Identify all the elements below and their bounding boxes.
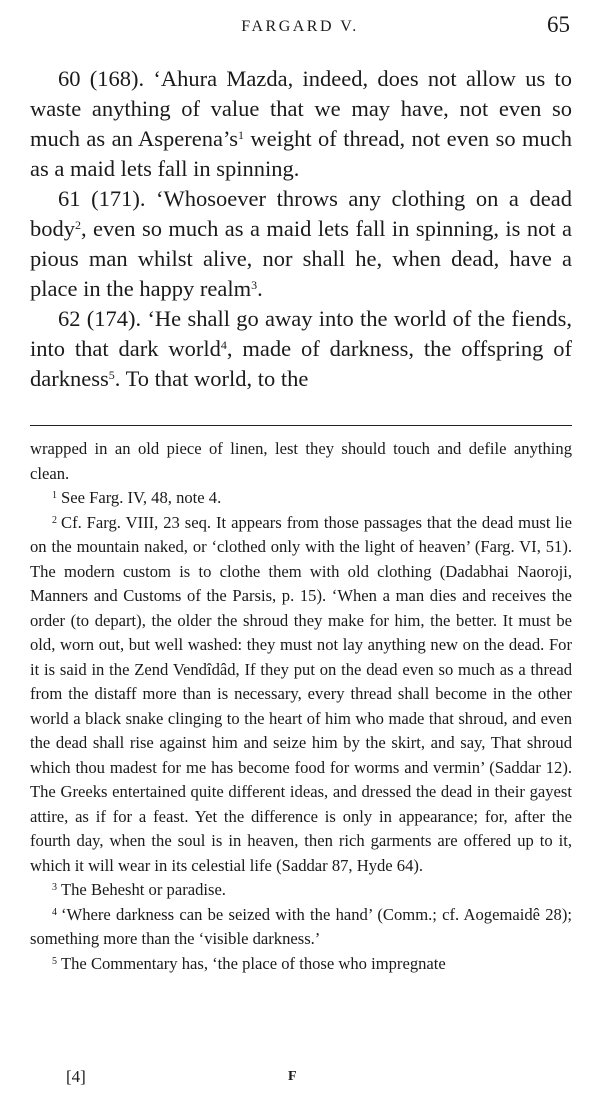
footnotes	[30, 437, 572, 976]
footnote-marker: 5	[52, 955, 57, 967]
footnote-reference: 1	[237, 128, 244, 142]
footnote	[30, 486, 572, 511]
footnote-reference: 4	[220, 338, 227, 352]
footnote-divider	[30, 425, 572, 426]
footnote-text: See Farg. IV, 48, note 4.	[61, 488, 222, 507]
verse-text: ‘Ahura Mazda, indeed, does not allow us to waste anything of value that we may have, not even so much as an Asperena’s	[30, 66, 572, 151]
footnote	[30, 878, 572, 903]
verse-text: , even so much as a maid lets fall in spinning, is not a pious man whilst alive, nor shall he, when dead, have a place in the happy realm	[30, 216, 572, 301]
footnote-marker: 4	[52, 906, 57, 918]
verse-number: 62 (174).	[58, 306, 142, 331]
verse-paragraph	[30, 184, 572, 304]
verse-paragraph	[30, 64, 572, 184]
verse-text: ‘Whosoever throws any clothing on a dead body	[30, 186, 572, 241]
page-number: 65	[547, 12, 570, 37]
footnote-text: The Behesht or paradise.	[61, 880, 226, 899]
sheet-letter: F	[288, 1069, 297, 1084]
footnote-reference: 2	[75, 218, 81, 232]
verse-text: , made of darkness, the offspring of darkness	[30, 336, 572, 391]
verse-number: 61 (171).	[58, 186, 146, 211]
verse-paragraph	[30, 304, 572, 394]
main-text	[30, 64, 572, 394]
page-footer	[30, 1067, 572, 1091]
footnote-text: The Commentary has, ‘the place of those who impregnate	[61, 953, 446, 973]
footnote-text: Cf. Farg. VIII, 23 seq. It appears from those passages that the dead must lie on the mountain naked, or ‘clothed only with the light of heaven’ (Farg. VI, 51). The modern custom is to clothe them with old clothing (Dadabhai Naoroji, Manners and Customs of the Parsis, p. 15). ‘When a man dies and receives the order (to depart), the older the shroud they make for him, the better. It must be old, worn out, but well washed: they must not lay anything new on the dead. For it is said in the Zend Vendîdâd, If they put on the dead even so much as a thread from the distaff more than is necessary, every thread shall become in the other world a black snake clinging to the heart of him who made that shroud, and even the dead shall rise against him and seize him by the skirt, and say, That shroud which thou madest for me has become food for worms and vermin’ (Saddar 12). The Greeks entertained quite different ideas, and dressed the dead in their gayest attire, as if for a feast. Yet the difference is only in appearance; for, after the fourth day, when the soul is in heaven, then rich garments are offered up to it, which it will wear in its celestial life (Saddar 87, Hyde 64).	[30, 512, 572, 875]
verse-text: .	[257, 276, 263, 301]
footnote-text: wrapped in an old piece of linen, lest they should touch and defile anything clean.	[30, 439, 572, 483]
footnote-marker: 1	[52, 490, 57, 501]
verse-number: 60 (168).	[58, 66, 145, 91]
footnote	[30, 903, 572, 952]
footnote	[30, 437, 572, 486]
verse-text: ‘He shall go away into the world of the fiends, into that dark world	[30, 306, 572, 361]
page-header	[30, 12, 570, 46]
footnote-reference: 3	[251, 278, 258, 292]
signature-mark: [4]	[66, 1067, 86, 1086]
footnote-reference: 5	[108, 368, 115, 382]
footnote-marker: 2	[52, 514, 57, 526]
verse-text: . To that world, to the	[114, 366, 309, 391]
footnote	[30, 511, 572, 879]
footnote	[30, 952, 572, 977]
running-head: FARGARD V.	[241, 18, 359, 35]
footnote-marker: 3	[52, 882, 57, 893]
verse-text: weight of thread, not even so much as a maid lets fall in spinning.	[30, 126, 572, 181]
footnote-text: ‘Where darkness can be seized with the hand’ (Comm.; cf. Aogemaidê 28); something more than the ‘visible darkness.’	[30, 904, 572, 948]
